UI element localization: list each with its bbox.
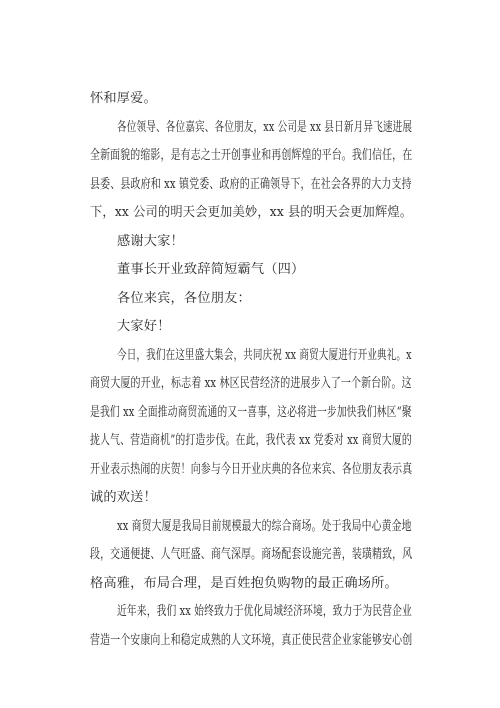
salutation-line: 各位来宾，各位朋友： <box>117 291 251 306</box>
paragraph-line: 全新面貌的缩影，是有志之士开创事业和再创辉煌的平台。我们信任，在 <box>90 148 413 163</box>
paragraph-line: 各位领导、各位嘉宾、各位朋友，xx 公司是 xx 县日新月异飞速进展 <box>117 120 413 135</box>
paragraph-line: 是我们 xx 全面推动商贸流通的又一喜事，这必将进一步加快我们林区“聚 <box>90 405 412 420</box>
paragraph-line: 开业表示热闹的庆贺！向参与今日开业庆典的各位来宾、各位朋友表示真 <box>90 462 413 477</box>
paragraph-line: 商贸大厦的开业，标志着 xx 林区民营经济的进展步入了一个新台阶。这 <box>90 376 412 391</box>
paragraph-line: 感谢大家！ <box>117 234 184 249</box>
paragraph-line: xx 商贸大厦是我局目前规模最大的综合商场。处于我局中心黄金地 <box>117 519 412 534</box>
paragraph-line: 近年来，我们 xx 始终致力于优化局域经济环境，致力于为民营企业 <box>117 604 412 619</box>
paragraph-line: 段，交通便捷、人气旺盛、商气深厚。商场配套设施完善，装璜精致，风 <box>90 547 413 562</box>
text-line-continuation: 怀和厚爱。 <box>90 91 157 106</box>
paragraph-line: 下，xx 公司的明天会更加美妙，xx 县的明天会更加辉煌。 <box>90 205 413 220</box>
paragraph-line: 格高雅，布局合理，是百姓抱负购物的最正确场所。 <box>90 576 398 591</box>
paragraph-line: 诚的欢送！ <box>90 490 157 505</box>
paragraph-line: 营造一个安康向上和稳定成熟的人文环境，真正使民营企业家能够安心创 <box>90 633 413 648</box>
paragraph-line: 县委、县政府和 xx 镇党委、政府的正确领导下，在社会各界的大力支持 <box>90 177 412 192</box>
greeting-line: 大家好！ <box>117 319 171 334</box>
paragraph-line: 拢人气、营造商机”的打造步伐。在此，我代表 xx 党委对 xx 商贸大厦的 <box>90 433 412 448</box>
paragraph-line: 今日，我们在这里盛大集会，共同庆祝 xx 商贸大厦进行开业典礼。x <box>117 348 412 363</box>
section-heading: 董事长开业致辞简短霸气（四） <box>117 262 305 277</box>
